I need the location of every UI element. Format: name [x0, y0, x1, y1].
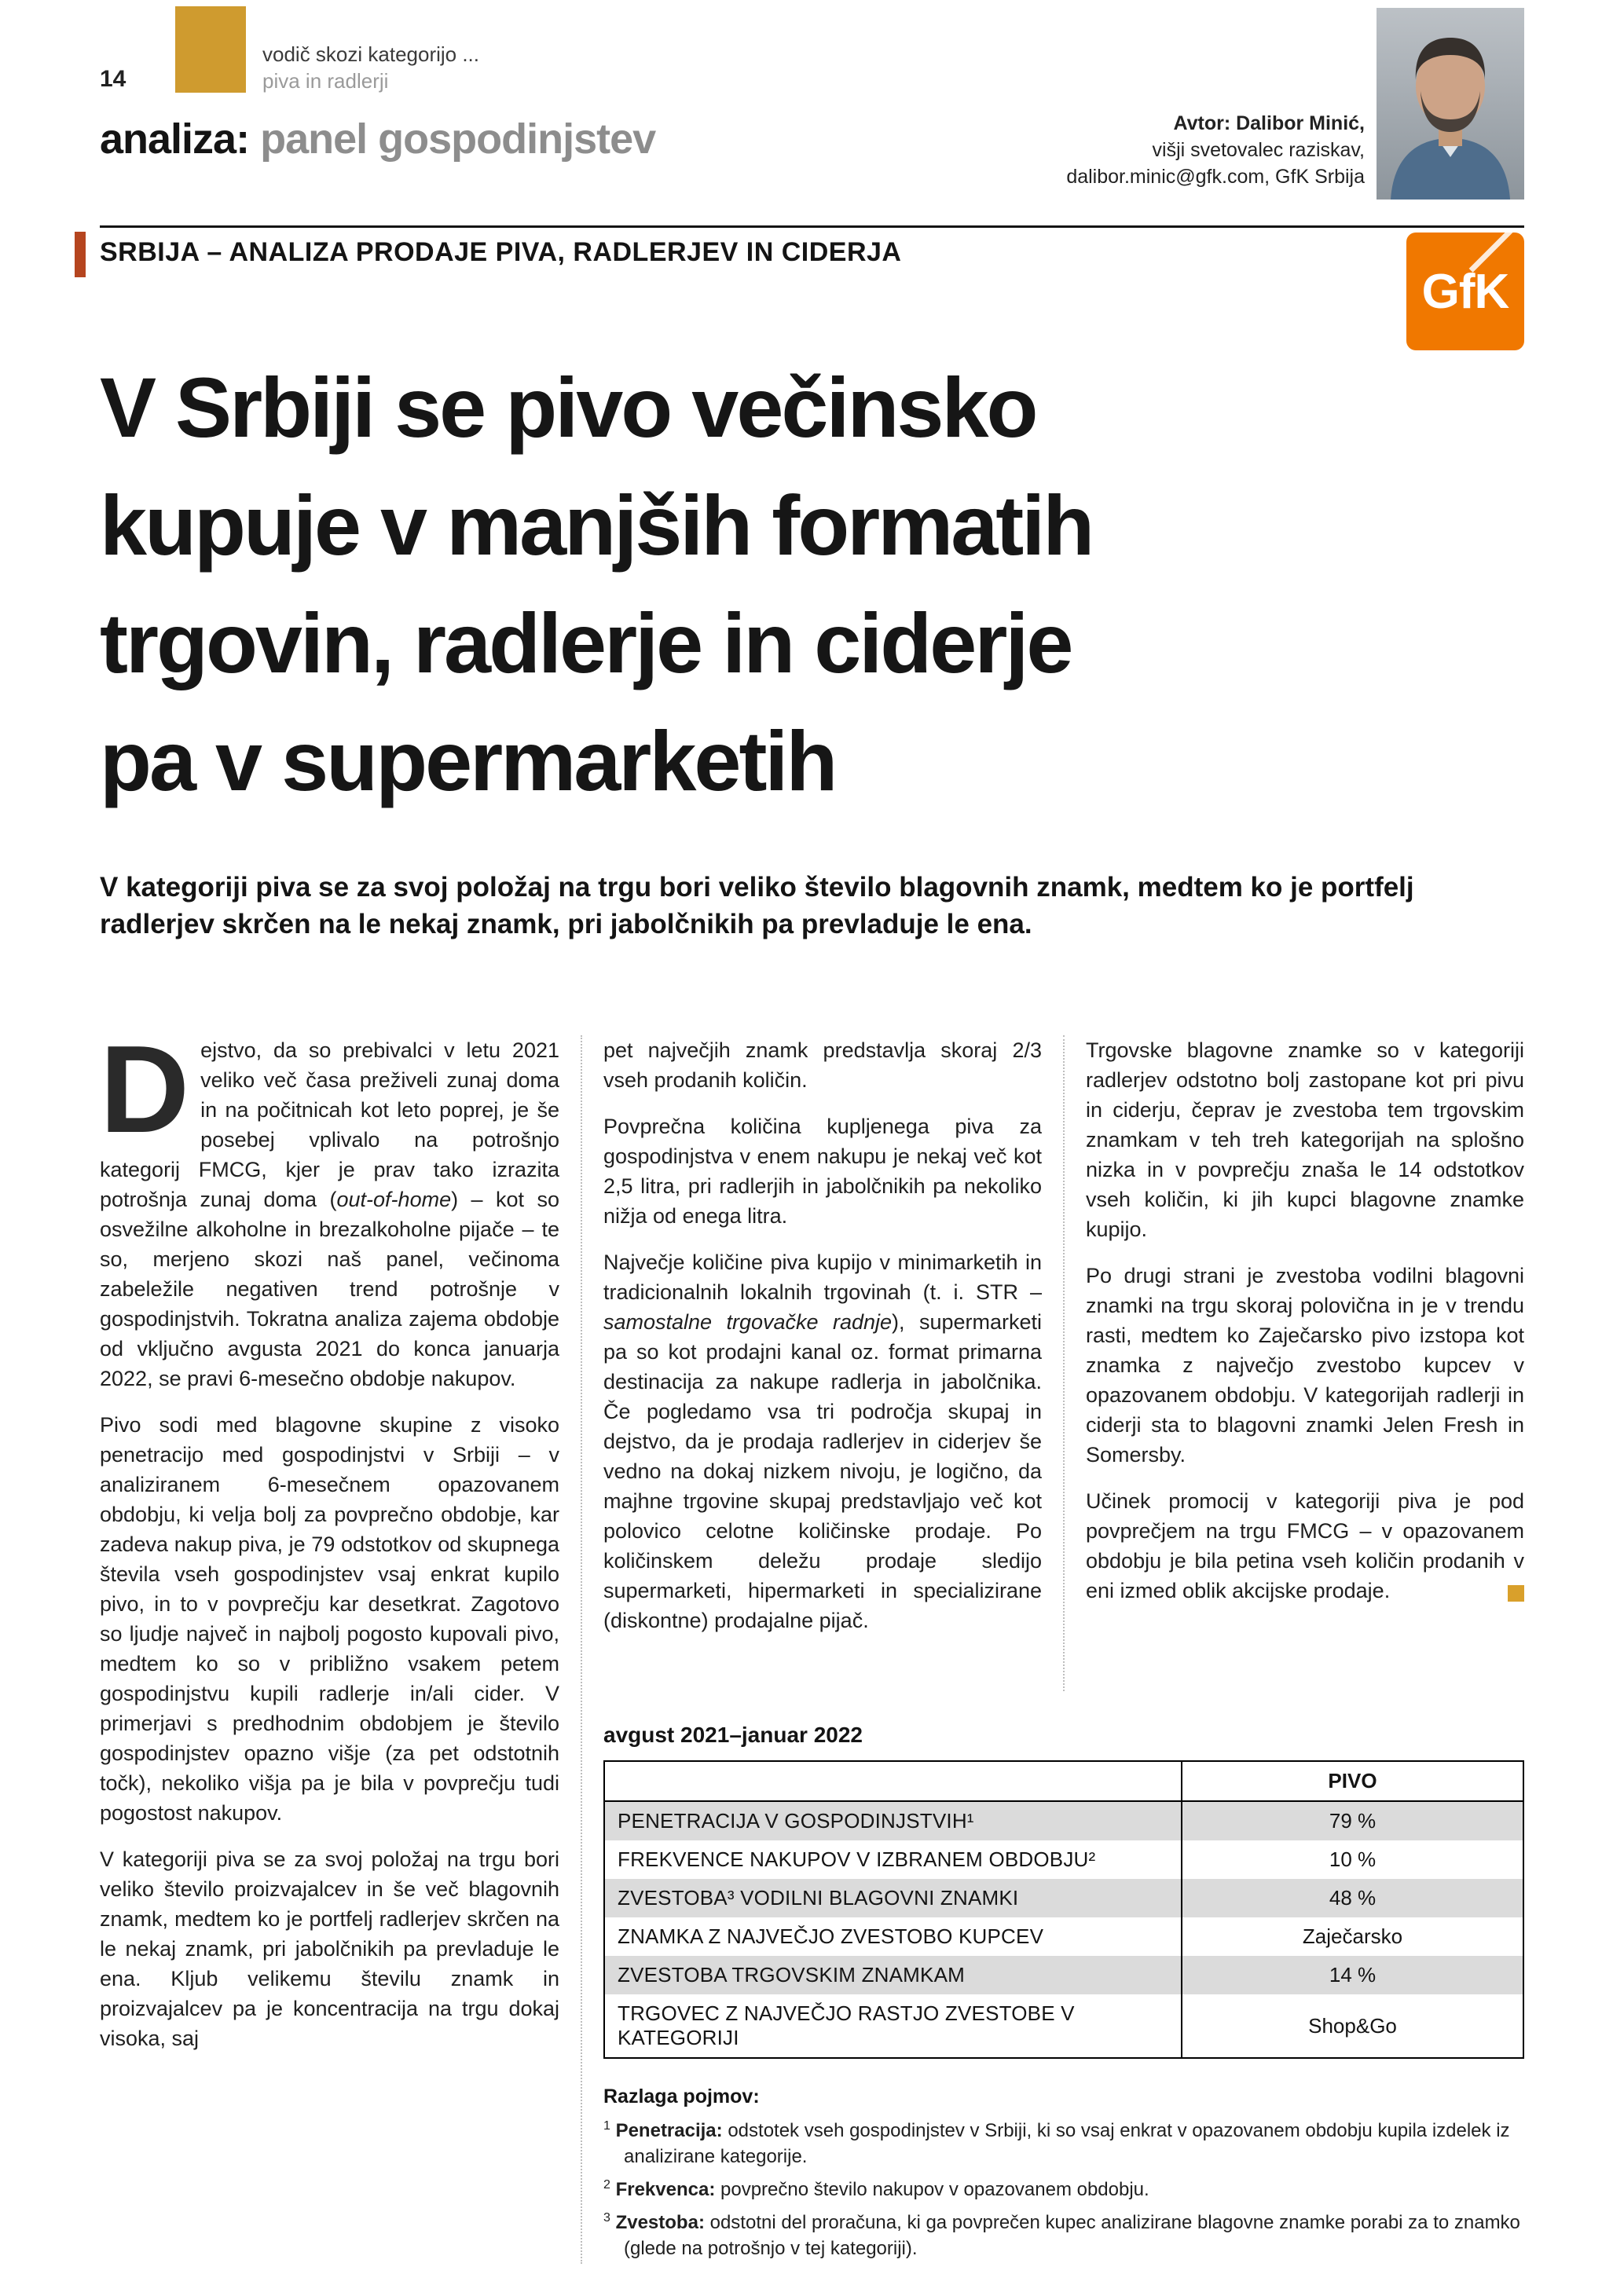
section-heading-primary: analiza:: [100, 115, 250, 163]
header-divider: [100, 225, 1524, 228]
table-caption: avgust 2021–januar 2022: [603, 1723, 863, 1747]
row-label: PENETRACIJA V GOSPODINJSTVIH¹: [618, 1809, 974, 1833]
row-value: 79 %: [1182, 1801, 1523, 1840]
table-row: [604, 1956, 1523, 1994]
paragraph-text: ejstvo, da so prebivalci v letu 2021 veliko več časa preživeli zunaj doma in na počitnicah kot leto poprej, je še posebej vplivalo na potrošnjo kategorij FMCG, kjer je prav tako izrazita potrošnja zunaj doma (: [100, 1038, 559, 1211]
article-lede: V kategoriji piva se za svoj položaj na trgu bori veliko število blagovnih znamk, medtem ko je portfelj radlerjev skrčen na le nekaj znamk, pri jabolčnikih pa prevladuje le ena.: [100, 872, 1414, 939]
body-right-area: [603, 1035, 1524, 2264]
author-block: [1066, 110, 1365, 190]
row-label: ZVESTOBA³ VODILNI BLAGOVNI ZNAMKI: [618, 1886, 1019, 1910]
stats-table-block: [603, 1723, 1524, 2264]
headline-line-3: trgovin, radlerje in ciderje: [100, 595, 1072, 690]
paragraph: Povprečna količina kupljenega piva za gospodinjstva v enem nakupu je nekaj več kot 2,5 litra, pri radlerjih in jabolčnikih pa nekoliko nižja od enega litra.: [603, 1115, 1042, 1228]
footnote-term: Zvestoba:: [615, 2212, 705, 2233]
paragraph-text: ), supermarketi pa so kot prodajni kanal oz. format primarna destinacija za nakupe radlerja in jabolčnika. Če pogledamo vsa tri področja skupaj in dejstvo, da je prodaja radlerjev in ciderjev še vedno na dokaj nizkem nivoju, je logično, da majhne trgovine skupaj predstavljajo več kot polovico celotne količinske prodaje. Po količinskem deležu prodaje sledijo supermarketi, hipermarketi in specializirane (diskontne) prodajalne pijač.: [603, 1310, 1042, 1632]
paragraph-text: Učinek promocij v kategoriji piva je pod povprečjem na trgu FMCG – v opazovanem obdobju je bila petina vseh količin prodanih v eni izmed oblik akcijske prodaje.: [1086, 1489, 1524, 1602]
footnote-2: [603, 2172, 1524, 2203]
table-row: [604, 1879, 1523, 1917]
footnotes: [603, 2085, 1524, 2261]
paragraph-text: ) – kot so osvežilne alkoholne in brezalkoholne pijače – te so, merjeno skozi naš panel, večinoma zabeležile negativen trend potrošnje v gospodinjstvih. Tokratna analiza zajema obdobje od vključno avgusta 2021 do konca januarja 2022, se pravi 6-mesečno obdobje nakupov.: [100, 1188, 559, 1390]
author-photo-illustration: [1377, 8, 1524, 200]
table-header-row: [604, 1761, 1523, 1801]
eyebrow-accent-bar: [75, 232, 86, 277]
kicker-line2: piva in radlerji: [262, 69, 389, 93]
gfk-logo: [1406, 233, 1524, 350]
paragraph: Trgovske blagovne znamke so v kategoriji radlerjev odstotno bolj zastopane kot pri pivu in ciderju, čeprav je zvestoba tem trgovskim znamkam v teh treh kategorijah na splošno nizka in v povprečju znaša le 14 odstotkov vseh količin, ki jih kupci blagovne znamke kupijo.: [1086, 1038, 1524, 1241]
footnote-1: [603, 2113, 1524, 2170]
body-column-1: [100, 1020, 559, 2264]
footnote-sup: 2: [603, 2178, 610, 2192]
body-column-2: [603, 1035, 1042, 1691]
row-label: ZNAMKA Z NAJVEČJO ZVESTOBO KUPCEV: [618, 1924, 1044, 1948]
footnote-sup: 3: [603, 2211, 610, 2225]
paragraph: [100, 1020, 559, 1393]
paragraph-italic: out-of-home: [336, 1188, 452, 1211]
paragraph: [1086, 1486, 1524, 1606]
page-header: [0, 0, 1624, 338]
headline-line-2: kupuje v manjših formatih: [100, 478, 1093, 573]
paragraph-italic: samostalne trgovačke radnje: [603, 1310, 893, 1334]
footnote-text: povprečno število nakupov v opazovanem obdobju.: [720, 2179, 1149, 2200]
article-body: [100, 1020, 1524, 2264]
headline-line-4: pa v supermarketih: [100, 713, 836, 808]
table-row: [604, 1801, 1523, 1840]
table-corner-cell: [604, 1761, 1182, 1801]
author-contact: dalibor.minic@gfk.com, GfK Srbija: [1066, 166, 1365, 188]
category-color-block: [175, 6, 246, 93]
body-column-3: [1086, 1035, 1524, 1691]
dropcap: D: [100, 1020, 190, 1159]
column-separator: [581, 1035, 582, 2264]
paragraph: [603, 1247, 1042, 1635]
gfk-logo-text: GfK: [1421, 264, 1509, 319]
row-label: ZVESTOBA TRGOVSKIM ZNAMKAM: [618, 1963, 965, 1987]
article-headline: [100, 349, 1490, 820]
table-row: [604, 1917, 1523, 1956]
column-separator: [1063, 1035, 1065, 1691]
author-title: višji svetovalec raziskav,: [1152, 139, 1365, 161]
paragraph-text: Največje količine piva kupijo v minimarketih in tradicionalnih lokalnih trgovinah (t. i. STR –: [603, 1251, 1042, 1304]
kicker-line1: vodič skozi kategorijo ...: [262, 42, 480, 66]
section-heading-secondary: panel gospodinjstev: [260, 115, 656, 163]
section-heading: [100, 115, 655, 163]
row-value: 10 %: [1182, 1840, 1523, 1879]
columns-2-3: [603, 1035, 1524, 1691]
table-header-pivo: PIVO: [1182, 1761, 1523, 1801]
footnote-term: Penetracija:: [615, 2120, 723, 2141]
end-of-article-marker: [1508, 1585, 1524, 1602]
footnote-3: [603, 2205, 1524, 2261]
footnotes-title: Razlaga pojmov:: [603, 2085, 760, 2107]
row-value: Zaječarsko: [1182, 1917, 1523, 1956]
paragraph: pet največjih znamk predstavlja skoraj 2/3 vseh prodanih količin.: [603, 1038, 1042, 1092]
beer-stats-table: [603, 1760, 1524, 2059]
footnote-text: odstotni del proračuna, ki ga povprečen kupec analizirane blagovne znamke porabi za to znamko (glede na potrošnjo v tej kategoriji).: [624, 2212, 1520, 2259]
category-kicker: [262, 41, 479, 94]
author-name: Avtor: Dalibor Minić,: [1173, 112, 1365, 134]
row-label: TRGOVEC Z NAJVEČJO RASTJO ZVESTOBE V KATEGORIJI: [618, 2001, 1075, 2049]
row-value: 48 %: [1182, 1879, 1523, 1917]
headline-line-1: V Srbiji se pivo večinsko: [100, 360, 1036, 455]
footnote-sup: 1: [603, 2119, 610, 2133]
row-value: Shop&Go: [1182, 1994, 1523, 2058]
author-photo: [1377, 8, 1524, 200]
footnote-text: odstotek vseh gospodinjstev v Srbiji, ki so vsaj enkrat v opazovanem obdobju kupila izdelek iz analizirane kategorije.: [624, 2120, 1510, 2167]
paragraph: Po drugi strani je zvestoba vodilni blagovni znamki na trgu skoraj polovična in je v trendu rasti, medtem ko Zaječarsko pivo izstopa kot znamka z največjo zvestobo kupcev v opazovanem obdobju. V kategorijah radlerji in ciderji sta to blagovni znamki Jelen Fresh in Somersby.: [1086, 1264, 1524, 1467]
paragraph: Pivo sodi med blagovne skupine z visoko penetracijo med gospodinjstvi v Srbiji – v analiziranem 6-mesečnem opazovanem obdobju, ki velja bolj za povprečno obdobje, kar zadeva nakup piva, je 79 odstotkov od skupnega števila vseh gospodinjstev vsaj enkrat kupilo pivo, in to v povprečju kar desetkrat. Zagotovo so ljudje največ in najbolj pogosto kupovali pivo, medtem ko so v približno vsakem petem gospodinjstvu kupili radlerje in/ali cider. V primerjavi s predhodnim obdobjem je število gospodinjstev opazno višje (za pet odstotnih točk), nekoliko višja pa je bila v povprečju tudi pogostost nakupov.: [100, 1413, 559, 1825]
table-row: [604, 1840, 1523, 1879]
page-number: 14: [100, 66, 126, 92]
row-label: FREKVENCE NAKUPOV V IZBRANEM OBDOBJU²: [618, 1847, 1096, 1871]
footnote-term: Frekvenca:: [615, 2179, 716, 2200]
row-value: 14 %: [1182, 1956, 1523, 1994]
table-row: [604, 1994, 1523, 2058]
article-eyebrow: SRBIJA – ANALIZA PRODAJE PIVA, RADLERJEV IN CIDERJA: [100, 237, 902, 267]
paragraph: V kategoriji piva se za svoj položaj na trgu bori veliko število proizvajalcev in še več blagovnih znamk, medtem ko je portfelj radlerjev skrčen na le nekaj znamk, pri jabolčnikih pa prevladuje le ena. Kljub velikemu številu znamk in proizvajalcev pa je koncentracija na trgu dokaj visoka, saj: [100, 1847, 559, 2050]
